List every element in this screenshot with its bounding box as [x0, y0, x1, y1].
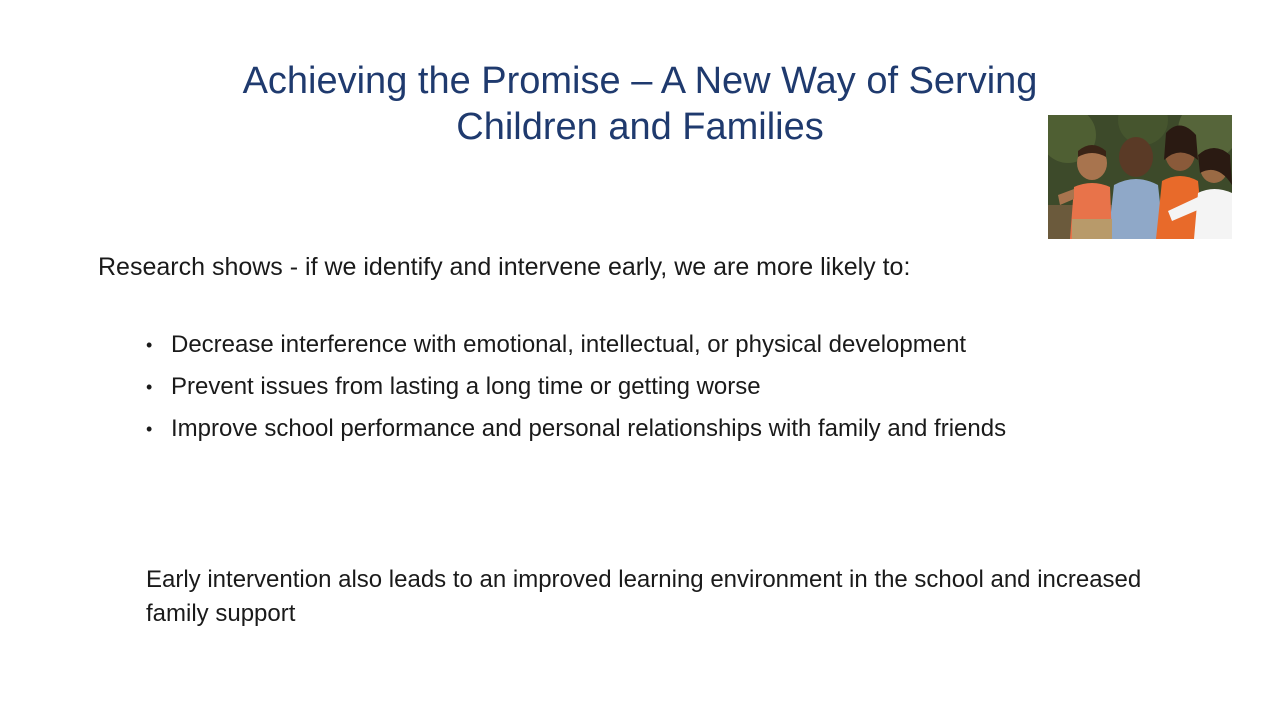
family-photo-illustration [1048, 115, 1232, 239]
bullet-icon: • [146, 335, 153, 355]
bullet-icon: • [146, 419, 153, 439]
closing-text: Early intervention also leads to an improved learning environment in the school and increased family support [146, 566, 1142, 627]
title-line-2: Children and Families [456, 106, 824, 148]
list-item [146, 328, 1196, 362]
bullet-text: Decrease interference with emotional, intellectual, or physical development [171, 331, 967, 358]
list-item [146, 412, 1196, 446]
slide-title [120, 58, 1160, 150]
bullet-text: Prevent issues from lasting a long time or getting worse [171, 373, 761, 400]
bullet-text: Improve school performance and personal relationships with family and friends [171, 415, 1007, 442]
list-item [146, 370, 1196, 404]
bullet-icon: • [146, 377, 153, 397]
intro-text: Research shows - if we identify and intervene early, we are more likely to: [98, 253, 911, 281]
family-photo [1048, 115, 1232, 239]
title-line-1: Achieving the Promise – A New Way of Serving [242, 60, 1038, 102]
bullet-list [146, 328, 1196, 454]
